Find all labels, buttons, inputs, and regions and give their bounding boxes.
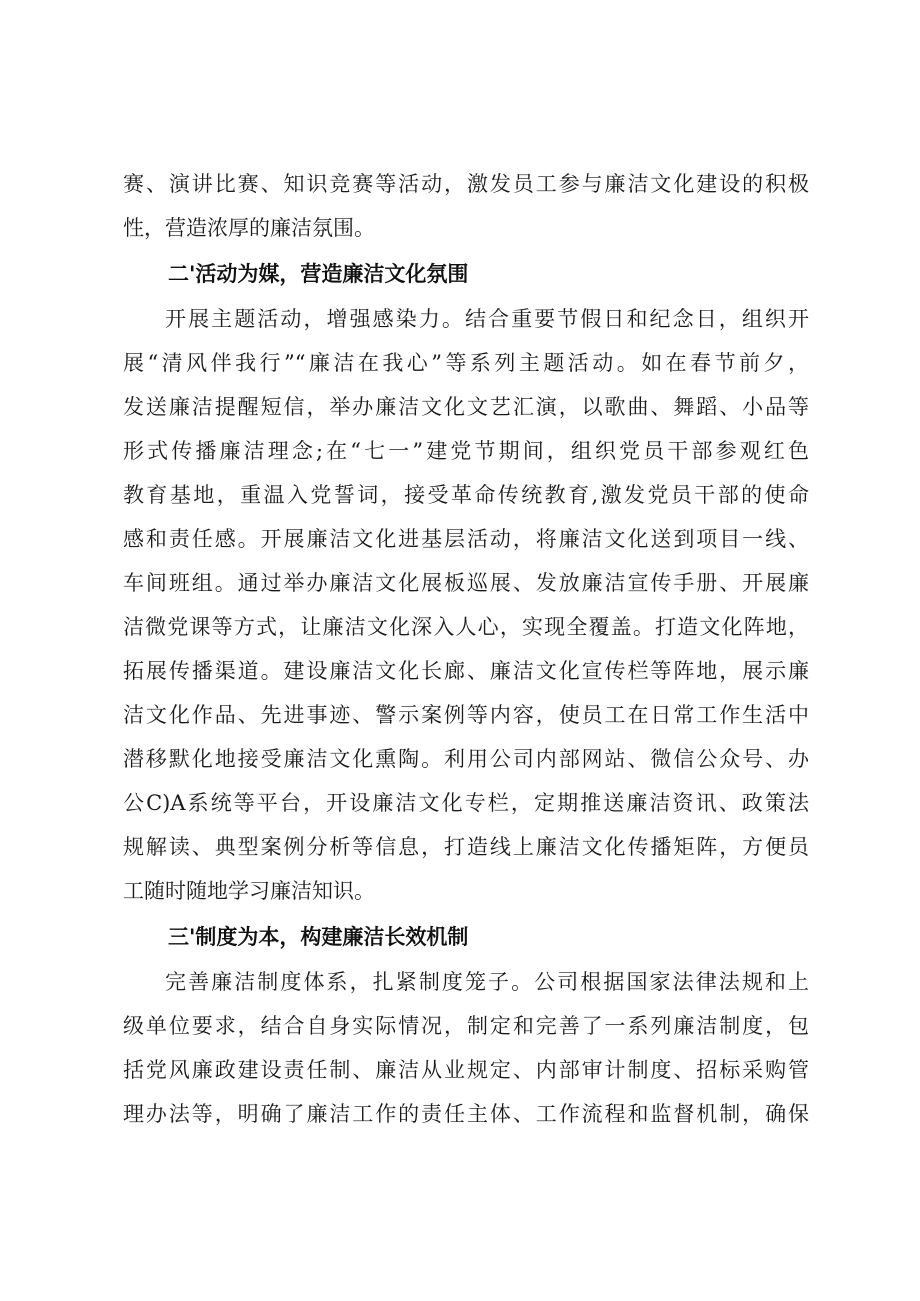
body-text-line: 感和责任感。开展廉洁文化进基层活动，将廉洁文化送到项目一线、 — [123, 527, 809, 551]
body-text-line: 洁文化作品、先进事迹、警示案例等内容，使员工在日常工作生活中 — [123, 703, 809, 727]
body-text-line: 级单位要求，结合自身实际情况，制定和完善了一系列廉洁制度，包 — [123, 1014, 809, 1038]
body-text-line: 括党风廉政建设责任制、廉洁从业规定、内部审计制度、招标采购管 — [123, 1058, 809, 1082]
body-text-line: 教育基地，重温入党誓词，接受革命传统教育,激发党员干部的使命 — [123, 483, 809, 507]
body-text-line: 洁微党课等方式，让廉洁文化深入人心，实现全覆盖。打造文化阵地， — [123, 615, 809, 639]
body-text-line: 车间班组。通过举办廉洁文化展板巡展、发放廉洁宣传手册、开展廉 — [123, 571, 809, 595]
body-text-line: 理办法等，明确了廉洁工作的责任主体、工作流程和监督机制，确保 — [123, 1102, 809, 1126]
body-text-line: 性，营造浓厚的廉洁氛围。 — [123, 216, 375, 240]
body-text-line: 形式传播廉洁理念;在“七一”建党节期间，组织党员干部参观红色 — [123, 439, 809, 463]
body-text-line: 潜移默化地接受廉洁文化熏陶。利用公司内部网站、微信公众号、办 — [123, 747, 809, 771]
body-text-line: 展“清风伴我行”“廉洁在我心”等系列主题活动。如在春节前夕， — [123, 351, 809, 375]
body-text-line: 完善廉洁制度体系，扎紧制度笼子。公司根据国家法律法规和上 — [165, 970, 809, 994]
body-text-line: 工随时随地学习廉洁知识。 — [123, 879, 375, 903]
body-text-line: 开展主题活动，增强感染力。结合重要节假日和纪念日，组织开 — [165, 307, 809, 331]
body-text-line: 拓展传播渠道。建设廉洁文化长廊、廉洁文化宣传栏等阵地，展示廉 — [123, 659, 809, 683]
body-text-line: 赛、演讲比赛、知识竞赛等活动，激发员工参与廉洁文化建设的积极 — [123, 172, 809, 196]
body-text-line: 公C)A系统等平台，开设廉洁文化专栏，定期推送廉洁资讯、政策法 — [123, 791, 809, 815]
body-text-line: 发送廉洁提醒短信，举办廉洁文化文艺汇演，以歌曲、舞蹈、小品等 — [123, 395, 809, 419]
section-heading: 三'制度为本，构建廉洁长效机制 — [168, 925, 469, 949]
section-heading: 二'活动为媒，营造廉洁文化氛围 — [168, 262, 469, 286]
body-text-line: 规解读、典型案例分析等信息，打造线上廉洁文化传播矩阵，方便员 — [123, 835, 809, 859]
